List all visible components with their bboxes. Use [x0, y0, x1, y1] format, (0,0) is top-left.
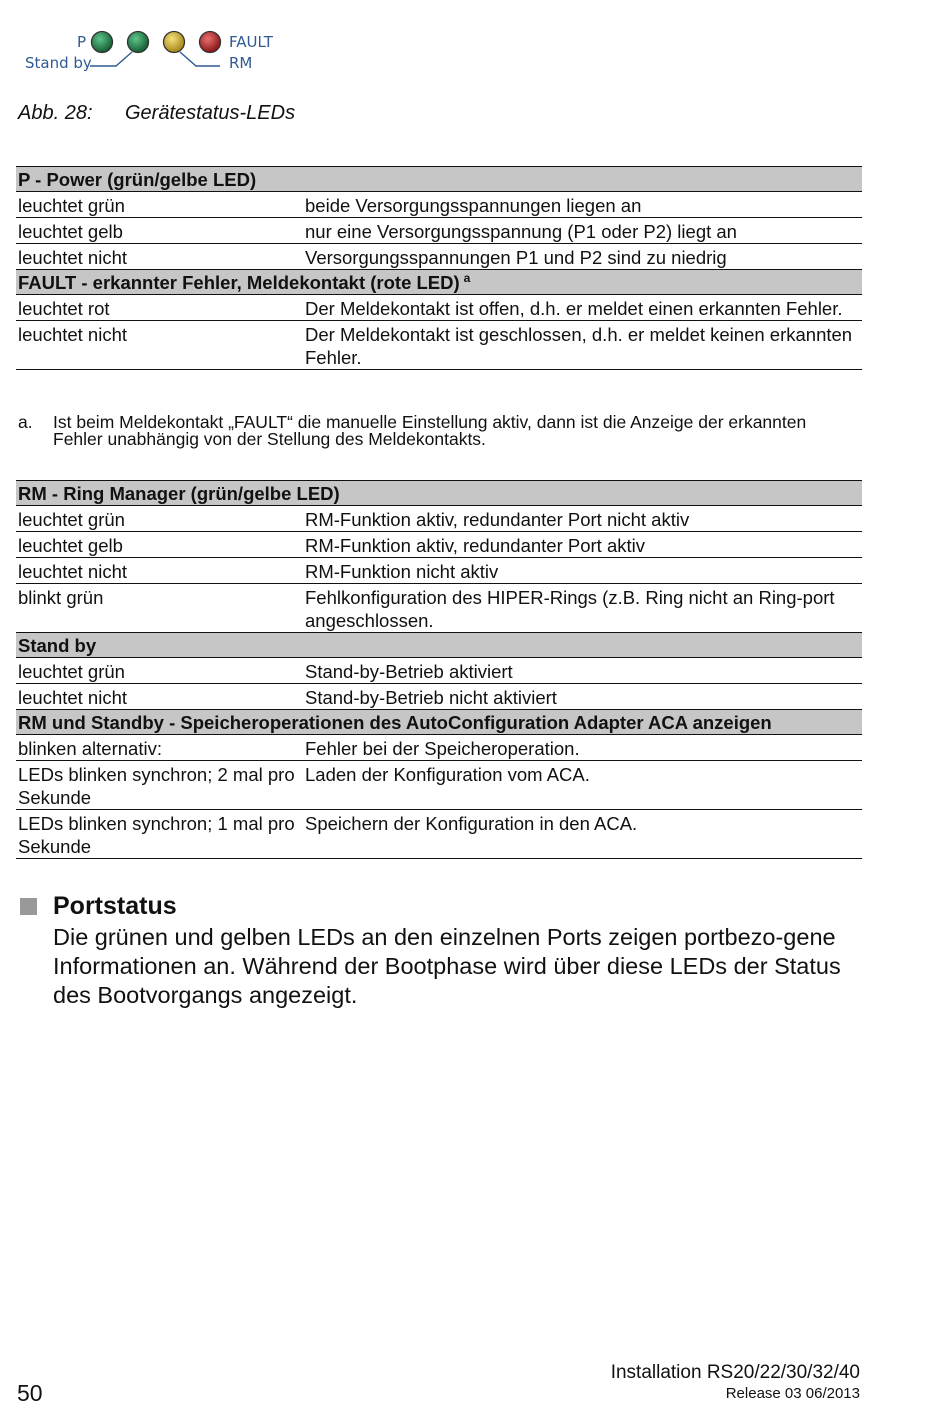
led-state: leuchtet nicht — [16, 684, 303, 710]
rm-led — [164, 32, 185, 53]
led-state: leuchtet gelb — [16, 218, 303, 244]
led-state: blinken alternativ: — [16, 735, 303, 761]
led-state: LEDs blinken synchron; 2 mal pro Sekunde — [16, 761, 303, 810]
led-meaning: Versorgungsspannungen P1 und P2 sind zu niedrig — [303, 244, 862, 270]
table-section-header — [16, 481, 862, 506]
led-meaning: Speichern der Konfiguration in den ACA. — [303, 810, 862, 859]
led-state: leuchtet gelb — [16, 532, 303, 558]
led-meaning: Der Meldekontakt ist offen, d.h. er meldet einen erkannten Fehler. — [303, 295, 862, 321]
led-state: leuchtet nicht — [16, 244, 303, 270]
table-row — [16, 584, 862, 633]
led-state: leuchtet nicht — [16, 558, 303, 584]
table-section-header — [16, 710, 862, 735]
table-row — [16, 658, 862, 684]
led-meaning: RM-Funktion aktiv, redundanter Port nicht aktiv — [303, 506, 862, 532]
power-led — [92, 32, 113, 53]
led-meaning: Laden der Konfiguration vom ACA. — [303, 761, 862, 810]
fault-header-cell — [16, 270, 862, 295]
table-row — [16, 506, 862, 532]
table-row — [16, 192, 862, 218]
fault-led-label: FAULT — [229, 33, 273, 51]
standby-led — [128, 32, 149, 53]
led-meaning: Fehler bei der Speicheroperation. — [303, 735, 862, 761]
led-state: leuchtet grün — [16, 506, 303, 532]
section-title: Portstatus — [53, 892, 177, 920]
footnote-ref: a — [463, 270, 471, 285]
rm-standby-table — [16, 480, 862, 859]
rm-leader-line — [180, 52, 220, 66]
led-state: leuchtet rot — [16, 295, 303, 321]
fault-header: FAULT - erkannter Fehler, Meldekontakt (rote LED) — [18, 272, 460, 293]
figure-title: Gerätestatus-LEDs — [125, 102, 296, 124]
led-state: leuchtet grün — [16, 658, 303, 684]
led-state: LEDs blinken synchron; 1 mal pro Sekunde — [16, 810, 303, 859]
standby-leader-line — [90, 52, 132, 66]
footnote-label: a. — [18, 412, 33, 432]
led-meaning: Fehlkonfiguration des HIPER-Rings (z.B. Ring nicht an Ring-port angeschlossen. — [303, 584, 862, 633]
standby-header: Stand by — [16, 633, 862, 658]
figure-number: Abb. 28: — [18, 102, 93, 124]
led-state: leuchtet grün — [16, 192, 303, 218]
table-row — [16, 761, 862, 810]
table-row — [16, 244, 862, 270]
led-meaning: Stand-by-Betrieb aktiviert — [303, 658, 862, 684]
aca-header: RM und Standby - Speicheroperationen des AutoConfiguration Adapter ACA anzeigen — [16, 710, 862, 735]
table-footnote — [18, 414, 858, 448]
power-header: P - Power (grün/gelbe LED) — [16, 167, 862, 192]
led-meaning: beide Versorgungsspannungen liegen an — [303, 192, 862, 218]
footnote-text: Ist beim Meldekontakt „FAULT“ die manuelle Einstellung aktiv, dann ist die Anzeige der erkannten Fehler unabhängig von der Stellung des Meldekontakts. — [53, 412, 807, 449]
led-meaning: nur eine Versorgungsspannung (P1 oder P2) liegt an — [303, 218, 862, 244]
table-row — [16, 532, 862, 558]
table-section-header — [16, 270, 862, 295]
footer-title: Installation RS20/22/30/32/40 — [610, 1362, 860, 1383]
table-row — [16, 558, 862, 584]
led-meaning: RM-Funktion aktiv, redundanter Port aktiv — [303, 532, 862, 558]
footer-release: Release 03 06/2013 — [725, 1385, 860, 1402]
table-row — [16, 810, 862, 859]
led-meaning: Stand-by-Betrieb nicht aktiviert — [303, 684, 862, 710]
table-row — [16, 735, 862, 761]
table-row — [16, 684, 862, 710]
table-row — [16, 321, 862, 370]
section-bullet-icon — [20, 898, 37, 915]
fault-led — [200, 32, 221, 53]
page-number: 50 — [17, 1380, 43, 1406]
rm-header: RM - Ring Manager (grün/gelbe LED) — [16, 481, 862, 506]
led-meaning: Der Meldekontakt ist geschlossen, d.h. er meldet keinen erkannten Fehler. — [303, 321, 862, 370]
standby-led-label: Stand by — [25, 54, 92, 72]
table-row — [16, 218, 862, 244]
table-section-header — [16, 167, 862, 192]
device-status-led-figure — [20, 28, 290, 78]
table-section-header — [16, 633, 862, 658]
led-state: leuchtet nicht — [16, 321, 303, 370]
led-meaning: RM-Funktion nicht aktiv — [303, 558, 862, 584]
figure-caption — [18, 102, 295, 125]
rm-led-label: RM — [229, 54, 253, 72]
power-led-label: P — [77, 33, 87, 51]
led-state: blinkt grün — [16, 584, 303, 633]
table-row — [16, 295, 862, 321]
section-body: Die grünen und gelben LEDs an den einzelnen Ports zeigen portbezo-gene Informationen an. Während der Bootphase wird über diese LEDs der Status des Bootvorgangs angezeigt. — [53, 924, 841, 1008]
power-fault-table — [16, 166, 862, 370]
